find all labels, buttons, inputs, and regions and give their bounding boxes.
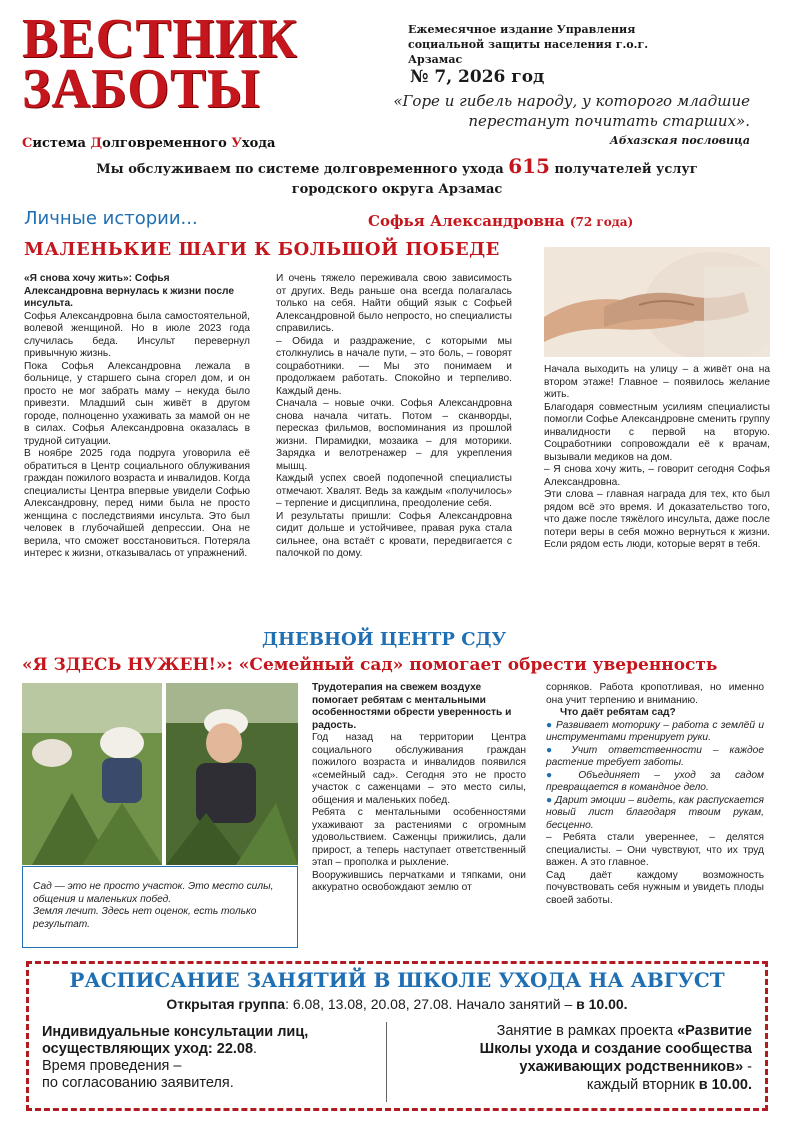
open-group-time: в 10.00. — [576, 996, 628, 1012]
epigraph-quote — [330, 91, 750, 131]
story-paragraph: И очень тяжело переживала свою зависимость от других. Ведь раньше она всегда полагалась только на себя. Найти общий язык с Софьей Александровной было непросто, но специалисты справились. — [276, 273, 512, 334]
project-bold1: «Развитие — [677, 1023, 752, 1039]
project-bold4: в 10.00. — [698, 1077, 752, 1093]
photo-caption — [22, 866, 298, 948]
project-dash: - — [743, 1059, 752, 1075]
daycenter-section-title: ДНЕВНОЙ ЦЕНТР СДУ — [262, 629, 507, 650]
open-group-dates: : 6.08, 13.08, 20.08, 27.08. Начало занятий – — [285, 996, 577, 1012]
project-bold2: Школы ухода и создание сообщества — [479, 1041, 752, 1057]
subtitle-part2: олговременного — [102, 136, 232, 151]
served-line2: городского округа Арзамас — [291, 182, 503, 197]
benefit-item — [546, 770, 764, 795]
daycenter-paragraph: сорняков. Работа кропотливая, но именно она учит терпению и вниманию. — [546, 682, 764, 706]
served-number: 615 — [508, 154, 550, 178]
caption-line2: Земля лечит. Здесь нет оценок, есть только результат. — [33, 906, 257, 930]
story-paragraph: В ноябре 2025 года подруга уговорила её обратиться в Центр социального облуживания граждан пожилого возраста и инвалидов. Когда специалисты Центра впервые увидели Софью Александровну, перед ними была не просто женщина с последствиями инсульта. Это был человек в глубочайшей депрессии. Она не верила, что сможет восстановиться. Потеряла интерес к жизни, отказывалась от упражнений. — [24, 448, 250, 559]
daycenter-paragraph: Сад даёт каждому возможность почувствовать себя нужным и увидеть плоды своей заботы. — [546, 869, 764, 906]
subtitle-cap-d: Д — [90, 136, 103, 151]
benefit-text: Дарит эмоции – видеть, как распускается новый лист благодаря твоим рукам, бесценно. — [546, 794, 764, 831]
title-line2: ЗАБОТЫ — [22, 58, 261, 120]
story-paragraph: Пока Софья Александровна лежала в больнице, у старшего сына сгорел дом, и он просто не мог забрать маму – некуда было привезти. Младший сын живёт в другом городе, полноценно ухаживать за мамой он не в силах. Софья Александровна оказалась в трудной ситуации. — [24, 360, 250, 447]
bullet-icon: ● — [546, 794, 553, 806]
garden-photo-2-illustration — [166, 683, 298, 865]
benefit-text: Развивает моторику – работа с землёй и инструментами тренирует руки. — [546, 719, 764, 743]
story-headline: МАЛЕНЬКИЕ ШАГИ К БОЛЬШОЙ ПОБЕДЕ — [24, 239, 500, 260]
story-paragraph: Сначала – новые очки. Софья Александровна снова начала читать. Потом – сканворды, пересказ фильмов, воспоминания из прошлой жизни. Пирамидки, мозаика – для моторики. Зарядка и велотренажер – для укрепления мышц. — [276, 398, 512, 472]
benefit-item — [546, 720, 764, 745]
subtitle-cap-u: У — [231, 136, 242, 151]
daycenter-paragraph: – Ребята стали увереннее, – делятся специалисты. – Они чувствуют, что их труд важен. А это главное. — [546, 832, 764, 868]
story-paragraph: Софья Александровна была самостоятельной, волевой женщиной. Но в июле 2023 года случилась беда. Инсульт перевернул привычную жизнь. — [24, 310, 250, 359]
daycenter-column-1 — [312, 682, 526, 895]
story-lead: «Я снова хочу жить»: Софья Александровна вернулась к жизни после инсульта. — [24, 273, 234, 309]
person-age: (72 года) — [569, 215, 634, 229]
daycenter-column-2 — [546, 682, 764, 907]
served-banner — [30, 156, 764, 200]
story-paragraph: И результаты пришли: Софья Александровна сидит дольше и устойчивее, правая рука стала сильнее, она встаёт с кровати, передвигается с палочкой по дому. — [276, 510, 512, 559]
issue-number: № 7, 2026 год — [410, 67, 545, 87]
story-column-1 — [24, 273, 250, 561]
story-paragraph: Начала выходить на улицу – а живёт она на втором этаже! Главное – появилось желание жить. — [544, 364, 770, 400]
schedule-title: РАСПИСАНИЕ ЗАНЯТИЙ В ШКОЛЕ УХОДА НА АВГУСТ — [69, 968, 725, 992]
daycenter-paragraph: Вооружившись перчатками и тяпками, они аккуратно освобождают землю от — [312, 869, 526, 893]
garden-photo-1-illustration — [22, 683, 162, 865]
project-plain1: Занятие в рамках проекта — [496, 1023, 678, 1039]
open-group-label: Открытая группа — [166, 996, 286, 1012]
consult-line4: по согласованию заявителя. — [42, 1075, 234, 1091]
story-paragraph: Эти слова – главная награда для тех, кто был рядом всё это время. И доказательство того, что даже после тяжёлого инсульта, даже после потери веры в себя можно вернуться к жизни. Если рядом есть люди, которые верят в тебя. — [544, 489, 770, 550]
section-tag: Личные истории... — [24, 208, 198, 229]
daycenter-headline: «Я ЗДЕСЬ НУЖЕН!»: «Семейный сад» помогает обрести уверенность — [22, 655, 718, 675]
hands-photo — [544, 247, 770, 357]
benefit-item — [546, 745, 764, 770]
daycenter-paragraph: Ребята с ментальными особенностями ухаживают за растениями с огромным удовольствием. Саженцы прижились, дали прирост, а теперь наступает ответственный этап – прополка и рыхление. — [312, 807, 526, 868]
open-group-line — [40, 996, 754, 1012]
consult-line1: Индивидуальные консультации лиц, — [42, 1024, 309, 1040]
consult-line3: Время проведения – — [42, 1058, 182, 1074]
publisher-line2: социальной защиты населения г.о.г. Арзамас — [408, 38, 649, 66]
bullet-icon: ● — [546, 744, 561, 756]
publisher-info — [408, 22, 698, 67]
story-column-3 — [544, 364, 770, 552]
caption-line1: Сад — это не просто участок. Это место силы, общения и маленьких побед. — [33, 881, 274, 905]
person-name-text: Софья Александровна — [368, 212, 565, 230]
benefit-text: Объединяет – уход за садом превращается в командное дело. — [546, 769, 764, 793]
garden-photo-1 — [22, 683, 162, 865]
consult-line2: осуществляющих уход: 22.08 — [42, 1041, 254, 1057]
bullet-icon: ● — [546, 769, 564, 781]
project-plain2: каждый вторник — [586, 1077, 699, 1093]
daycenter-question: Что даёт ребятам сад? — [560, 707, 676, 718]
quote-line1: «Горе и гибель народу, у которого младшие — [393, 92, 750, 110]
story-paragraph: Каждый успех своей подопечной специалисты отмечают. Хвалят. Ведь за каждым «получилось» – терпение и дисциплина, преодоление себя. — [276, 473, 512, 509]
bullet-icon: ● — [546, 719, 553, 731]
subtitle-part1: истема — [32, 136, 91, 151]
person-name — [368, 212, 633, 230]
publisher-line1: Ежемесячное издание Управления — [408, 23, 636, 36]
project-bold3: ухаживающих родственников» — [519, 1059, 744, 1075]
newspaper-title — [22, 8, 339, 120]
hands-photo-illustration — [544, 247, 770, 357]
garden-photo-2 — [166, 683, 298, 865]
story-paragraph: Благодаря совместным усилиям специалисты помогли Софье Александровне сменить группу инвалидности с первой на вторую. Соцработники сопровождали её к врачам, вызывали медиков на дом. — [544, 401, 770, 463]
subtitle-part3: хода — [241, 136, 276, 151]
title-line1: ВЕСТНИК — [22, 8, 298, 70]
benefit-text: Учит ответственности – каждое растение требует заботы. — [546, 744, 764, 768]
served-before: Мы обслуживаем по системе долговременного ухода — [96, 162, 504, 177]
system-subtitle — [22, 136, 275, 151]
consultation-block — [42, 1024, 382, 1092]
subtitle-cap-c: С — [22, 136, 33, 151]
daycenter-lead: Трудотерапия на свежем воздухе помогает ребятам с ментальными особенностями обрести уверенность и радость. — [312, 682, 512, 731]
benefit-item — [546, 795, 764, 833]
project-block — [392, 1022, 752, 1094]
consult-dot: . — [253, 1041, 258, 1057]
served-after: получателей услуг — [554, 162, 698, 177]
quote-line2: перестанут почитать старших». — [468, 112, 750, 130]
quote-source: Абхазская пословица — [609, 134, 750, 147]
daycenter-paragraph: Год назад на территории Центра социального обслуживания граждан пожилого возраста и инвалидов появился «семейный сад». Сегодня это не просто участок с саженцами – это место силы, общения и маленьких побед. — [312, 732, 526, 806]
story-paragraph: – Я снова хочу жить, – говорит сегодня Софья Александровна. — [544, 464, 770, 488]
schedule-divider — [386, 1022, 387, 1102]
story-paragraph: – Обида и раздражение, с которыми мы столкнулись в начале пути, – это боль, – говорят соцработники. — Мы это понимаем и продолжаем работать. Спокойно и терпеливо. Каждый день. — [276, 335, 512, 397]
story-column-2 — [276, 273, 512, 561]
